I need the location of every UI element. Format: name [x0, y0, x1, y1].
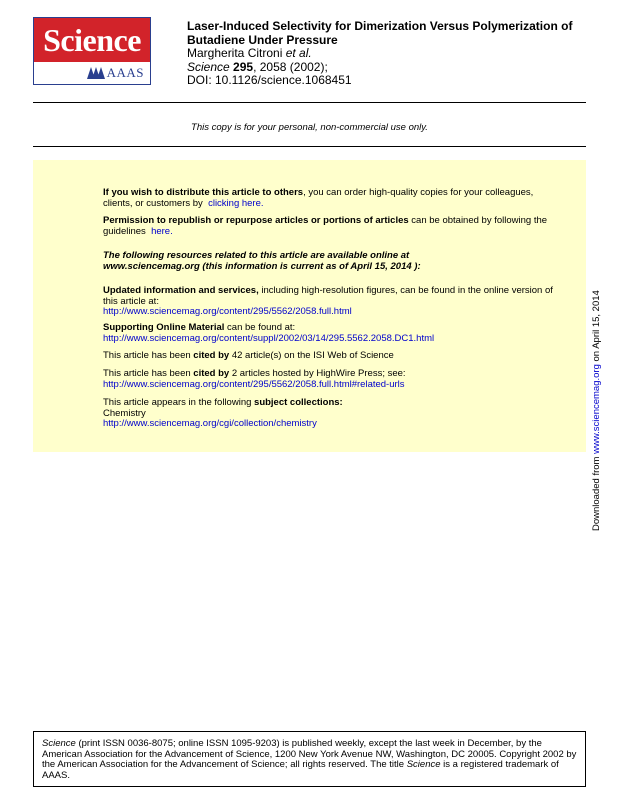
download-stamp: [591, 290, 602, 531]
permission-text: can be obtained by following the guidelines: [103, 215, 548, 237]
article-authors: [187, 47, 597, 61]
guidelines-here-link[interactable]: here.: [151, 225, 173, 237]
isi-citations-paragraph: [103, 351, 563, 362]
subject-heading: subject collections:: [254, 397, 343, 408]
footer-text1: (print ISSN 0036-8075; online ISSN 1095-9203) is published weekly, except the last week in December, by the American Association for the Advancement of Science, 1200 New York Avenue NW, Washington, DC 20005. Copyright 2002 by the American Association for the Advancement of Science; all rights reserved. The title: [42, 738, 577, 770]
journal-volume: 295: [233, 59, 254, 74]
distribute-paragraph: [103, 188, 563, 209]
sciencemag-link[interactable]: www.sciencemag.org: [591, 364, 602, 454]
journal-reference: [187, 61, 597, 75]
science-wordmark: Science: [34, 18, 150, 62]
related-urls-link[interactable]: http://www.sciencemag.org/content/295/5562/2058.full.html#related-urls: [103, 378, 405, 390]
footer-journal2: Science: [406, 759, 441, 770]
clicking-here-link[interactable]: clicking here.: [208, 197, 264, 209]
footer-text2: is a registered trademark of AAAS.: [42, 759, 559, 781]
highwire-cited-by: cited by: [193, 368, 230, 379]
resources-line1: The following resources related to this article are available online at: [103, 250, 410, 261]
updated-text: including high-resolution figures, can be found in the online version of this article at:: [103, 285, 553, 307]
copyright-footer: [33, 731, 586, 787]
article-title-line1: Laser-Induced Selectivity for Dimerization Versus Polymerization of: [187, 19, 573, 33]
full-text-link[interactable]: http://www.sciencemag.org/content/295/5562/2058.full.html: [103, 306, 352, 317]
download-stamp-post: on April 15, 2014: [591, 290, 602, 365]
article-title-line2: Butadiene Under Pressure: [187, 32, 338, 47]
second-divider: [33, 146, 586, 147]
highwire-pre: This article has been: [103, 368, 194, 379]
supporting-material-link[interactable]: http://www.sciencemag.org/content/suppl/2002/03/14/295.5562.2058.DC1.html: [103, 332, 435, 344]
author-etal: et al.: [285, 46, 312, 60]
subject-collections-paragraph: [103, 398, 563, 430]
resources-heading: [103, 251, 563, 272]
supporting-material-paragraph: [103, 323, 563, 344]
personal-use-notice: This copy is for your personal, non-commercial use only.: [191, 122, 428, 133]
highwire-post: 2 articles hosted by HighWire Press; see:: [229, 368, 406, 379]
aaas-logo: [34, 62, 150, 84]
science-logo: [33, 17, 151, 85]
isi-citations-post: 42 article(s) on the ISI Web of Science: [229, 350, 394, 361]
highwire-citations-paragraph: [103, 369, 563, 390]
resources-line2: www.sciencemag.org (this information is current as of April 15, 2014 ):: [103, 260, 421, 272]
download-stamp-pre: Downloaded from: [591, 453, 602, 531]
aaas-mark-icon: [87, 67, 105, 79]
isi-cited-by: cited by: [193, 350, 230, 361]
article-citation: [187, 20, 597, 88]
top-divider: [33, 102, 586, 103]
article-doi: DOI: 10.1126/science.1068451: [187, 73, 352, 87]
distribute-text: , you can order high-quality copies for your colleagues, clients, or customers by: [103, 187, 534, 209]
subject-name: Chemistry: [103, 407, 146, 419]
subject-pre: This article appears in the following: [103, 397, 255, 408]
permission-paragraph: [103, 216, 563, 237]
distribute-heading: If you wish to distribute this article to others: [103, 187, 304, 198]
chemistry-collection-link[interactable]: http://www.sciencemag.org/cgi/collection/chemistry: [103, 418, 317, 429]
aaas-wordmark: AAAS: [106, 65, 144, 80]
permission-heading: Permission to republish or repurpose articles or portions of articles: [103, 215, 409, 226]
updated-heading: Updated information and services,: [103, 285, 259, 296]
article-title: [187, 20, 597, 47]
updated-info-paragraph: [103, 286, 563, 318]
isi-citations-pre: This article has been: [103, 350, 194, 361]
som-heading: Supporting Online Material: [103, 322, 225, 333]
journal-name: Science: [187, 59, 230, 74]
journal-pages-year: , 2058 (2002);: [253, 59, 328, 74]
som-text: can be found at:: [224, 322, 296, 333]
author-name: Margherita Citroni: [187, 46, 283, 60]
footer-journal: Science: [42, 738, 76, 749]
